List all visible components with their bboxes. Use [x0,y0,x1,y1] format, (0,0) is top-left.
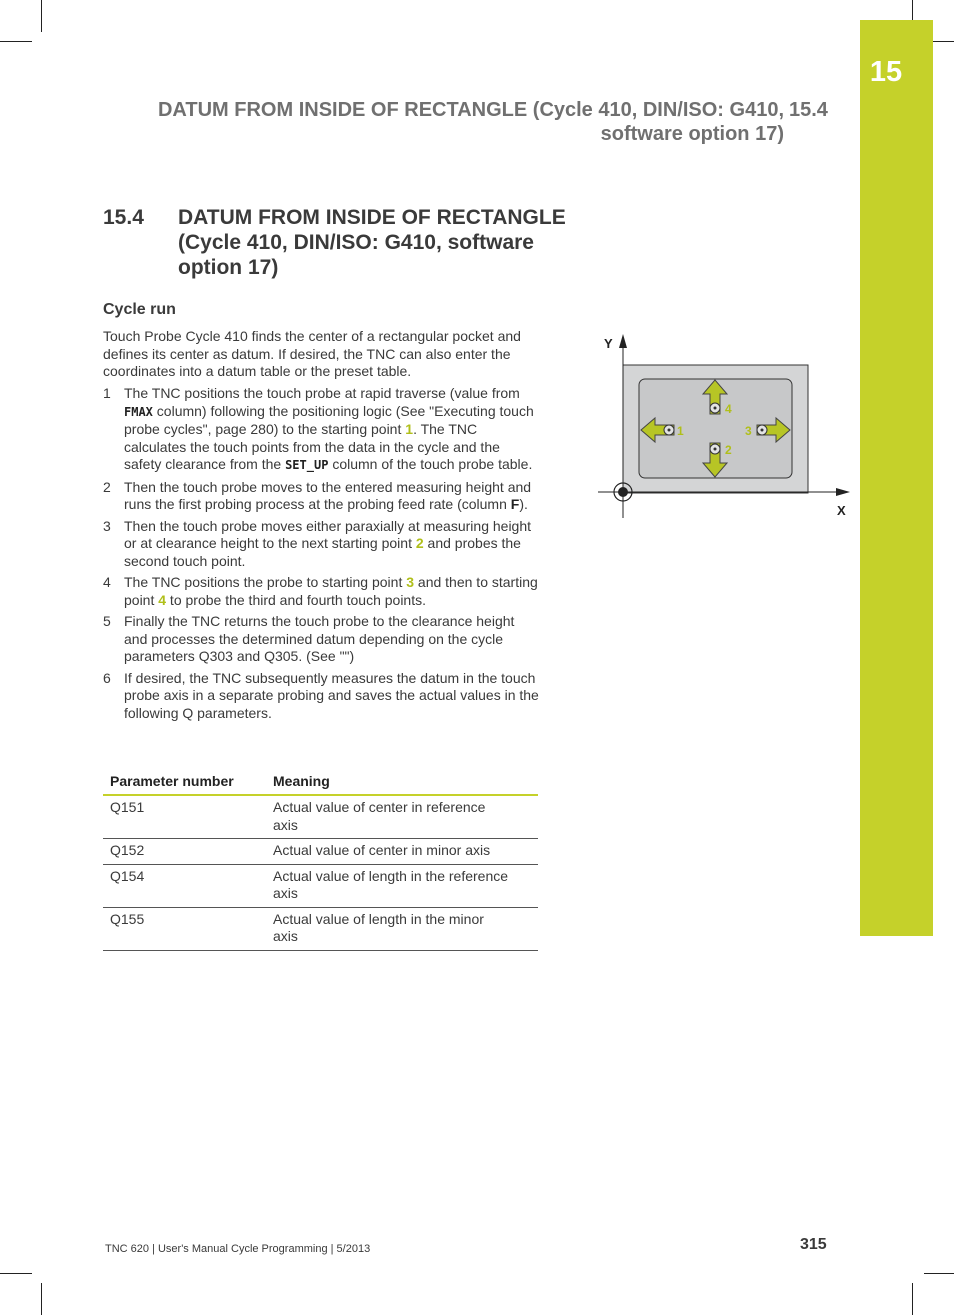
parameter-table [103,772,538,951]
crop-mark [924,1273,954,1274]
list-item: 4 The TNC positions the probe to starting point 3 and then to starting point 4 to probe the third and fourth touch points. [103,574,538,608]
page-number: 315 [800,1236,827,1253]
crop-mark [41,1283,42,1315]
crop-mark [0,1273,32,1274]
param-cell: Q152 [103,839,266,865]
table-row [103,839,538,865]
section-title-line3: option 17) [178,256,279,279]
param-cell: Q154 [103,864,266,907]
list-item: 1 The TNC positions the touch probe at rapid traverse (value from FMAX column) following the positioning logic (See "Executing touch probe cycles", page 280) to the starting point 1. The TNC calculates the touch points from the data in the cycle and the safety clearance from the SET_UP column of the touch probe table. [103,385,534,472]
running-header-line1: DATUM FROM INSIDE OF RECTANGLE (Cycle 410, DIN/ISO: G410, [157,99,784,121]
list-item: 5 Finally the TNC returns the touch probe to the clearance height and processes the determined datum depending on the cycle parameters Q303 and Q305. (See "") [103,613,515,664]
chapter-number: 15 [869,56,903,88]
point-label-3: 3 [745,424,752,438]
running-header-line2: software option 17) [600,123,784,145]
datum-center [618,487,628,497]
x-axis-arrow [836,488,850,496]
list-item: 2 Then the touch probe moves to the entered measuring height and runs the first probing process at the probing feed rate (column F). [103,478,532,512]
list-item: 6 If desired, the TNC subsequently measures the datum in the touch probe axis in a separate probing and saves the actual values in the following Q parameters. [103,669,539,721]
meaning-cell: Actual value of length in the minor axis [266,907,538,950]
crop-mark [41,0,42,32]
point-ref: 3 [406,574,415,590]
column-header: Parameter number [103,772,266,795]
point-label-2: 2 [725,443,732,457]
point-label-4: 4 [725,402,732,416]
crop-mark [933,41,954,42]
crop-mark [912,1283,913,1315]
running-header-section: 15.4 [789,99,828,121]
y-axis-arrow [619,334,627,348]
meaning-cell: Actual value of center in reference axis [266,795,538,839]
column-header: Meaning [266,772,538,795]
point-ref: 4 [158,591,167,608]
cycle-run-heading: Cycle run [103,301,176,318]
section-title [178,205,578,280]
crop-mark [0,41,32,42]
code-fmax: FMAX [124,404,153,419]
section-title-line2: (Cycle 410, DIN/ISO: G410, software [178,231,534,254]
param-cell: Q151 [103,795,266,839]
list-item: 3 Then the touch probe moves either paraxially at measuring height or at clearance height to the next starting point 2 and probes the second touch point. [103,517,532,569]
table-header-row [103,772,538,795]
point-ref: 1 [405,421,414,437]
running-header-title [134,98,784,146]
code-set-up: SET_UP [285,458,329,472]
table-row [103,795,538,839]
section-title-line1: DATUM FROM INSIDE OF RECTANGLE [178,206,566,229]
param-cell: Q155 [103,907,266,950]
y-axis-label: Y [604,336,613,351]
chapter-tab [860,20,933,936]
crop-mark [912,0,913,20]
cycle-run-intro: Touch Probe Cycle 410 finds the center of a rectangular pocket and defines its center as datum. If desired, the TNC can also enter the coordinates into a datum table or the preset table. [103,328,521,379]
footer-text: TNC 620 | User's Manual Cycle Programming | 5/2013 [105,1243,371,1255]
section-number: 15.4 [103,206,144,229]
point-label-1: 1 [677,424,684,438]
table-row [103,907,538,950]
point-ref: 2 [415,535,424,551]
meaning-cell: Actual value of length in the reference axis [266,864,538,907]
meaning-cell: Actual value of center in minor axis [266,839,538,865]
probing-diagram [594,330,856,522]
table-row [103,864,538,907]
cycle-steps-list [103,385,540,726]
x-axis-label: X [837,503,846,518]
